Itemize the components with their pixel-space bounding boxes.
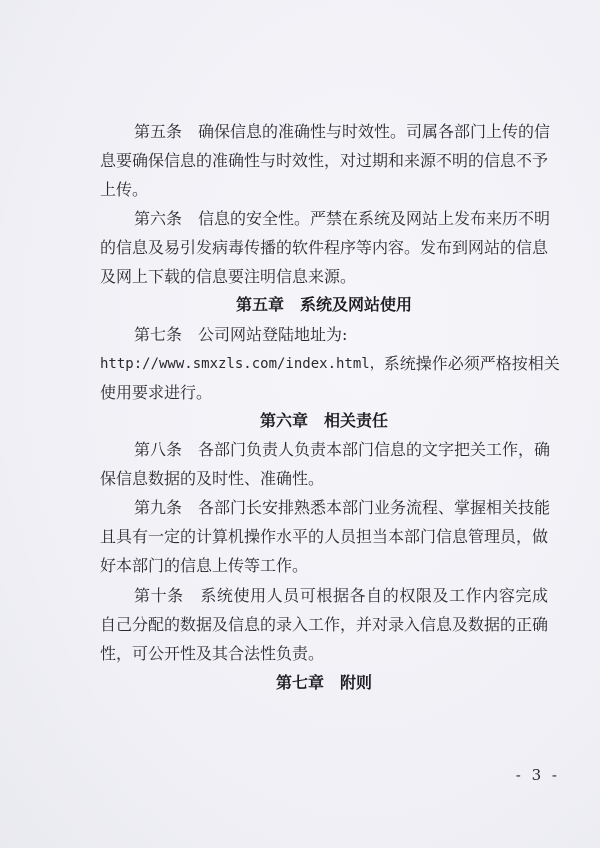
article-5-line-2: 息要确保信息的准确性与时效性，对过期和来源不明的信息不予 xyxy=(100,151,549,170)
article-10-line-1: 第十条 系统使用人员可根据各自的权限及工作内容完成 xyxy=(134,586,548,605)
article-6-line-1: 第六条 信息的安全性。严禁在系统及网站上发布来历不明 xyxy=(134,209,551,228)
article-8-line-1: 第八条 各部门负责人负责本部门信息的文字把关工作，确 xyxy=(134,440,551,459)
chapter-5-heading: 第五章 系统及网站使用 xyxy=(235,295,412,314)
article-9-line-3: 好本部门的信息上传等工作。 xyxy=(100,556,309,575)
page-number: - 3 - xyxy=(515,766,560,784)
article-10-line-3: 性，可公开性及其合法性负责。 xyxy=(100,644,325,663)
article-6-line-3: 及网上下载的信息要注明信息来源。 xyxy=(100,267,357,286)
article-7-line-1: 第七条 公司网站登陆地址为: xyxy=(134,325,348,344)
article-5-line-3: 上传。 xyxy=(100,180,149,199)
article-7-line-2 xyxy=(100,354,560,374)
article-6-line-2: 的信息及易引发病毒传播的软件程序等内容。发布到网站的信息 xyxy=(100,238,549,257)
article-10-line-2: 自己分配的数据及信息的录入工作，并对录入信息及数据的正确 xyxy=(100,615,549,634)
chapter-6-heading: 第六章 相关责任 xyxy=(259,411,388,430)
article-7-url-continuation: 系统操作必须严格按相关 xyxy=(383,354,560,373)
article-8-line-2: 保信息数据的及时性、准确性。 xyxy=(100,469,325,488)
article-9-line-1: 第九条 各部门长安排熟悉本部门业务流程、掌握相关技能 xyxy=(134,498,551,517)
website-url: http://www.smxzls.com/index.html， xyxy=(100,356,384,372)
article-5-line-1: 第五条 确保信息的准确性与时效性。司属各部门上传的信 xyxy=(134,122,551,141)
chapter-7-heading: 第七章 附则 xyxy=(275,673,372,692)
article-7-line-3: 使用要求进行。 xyxy=(100,383,213,402)
article-9-line-2: 且具有一定的计算机操作水平的人员担当本部门信息管理员，做 xyxy=(100,527,549,546)
